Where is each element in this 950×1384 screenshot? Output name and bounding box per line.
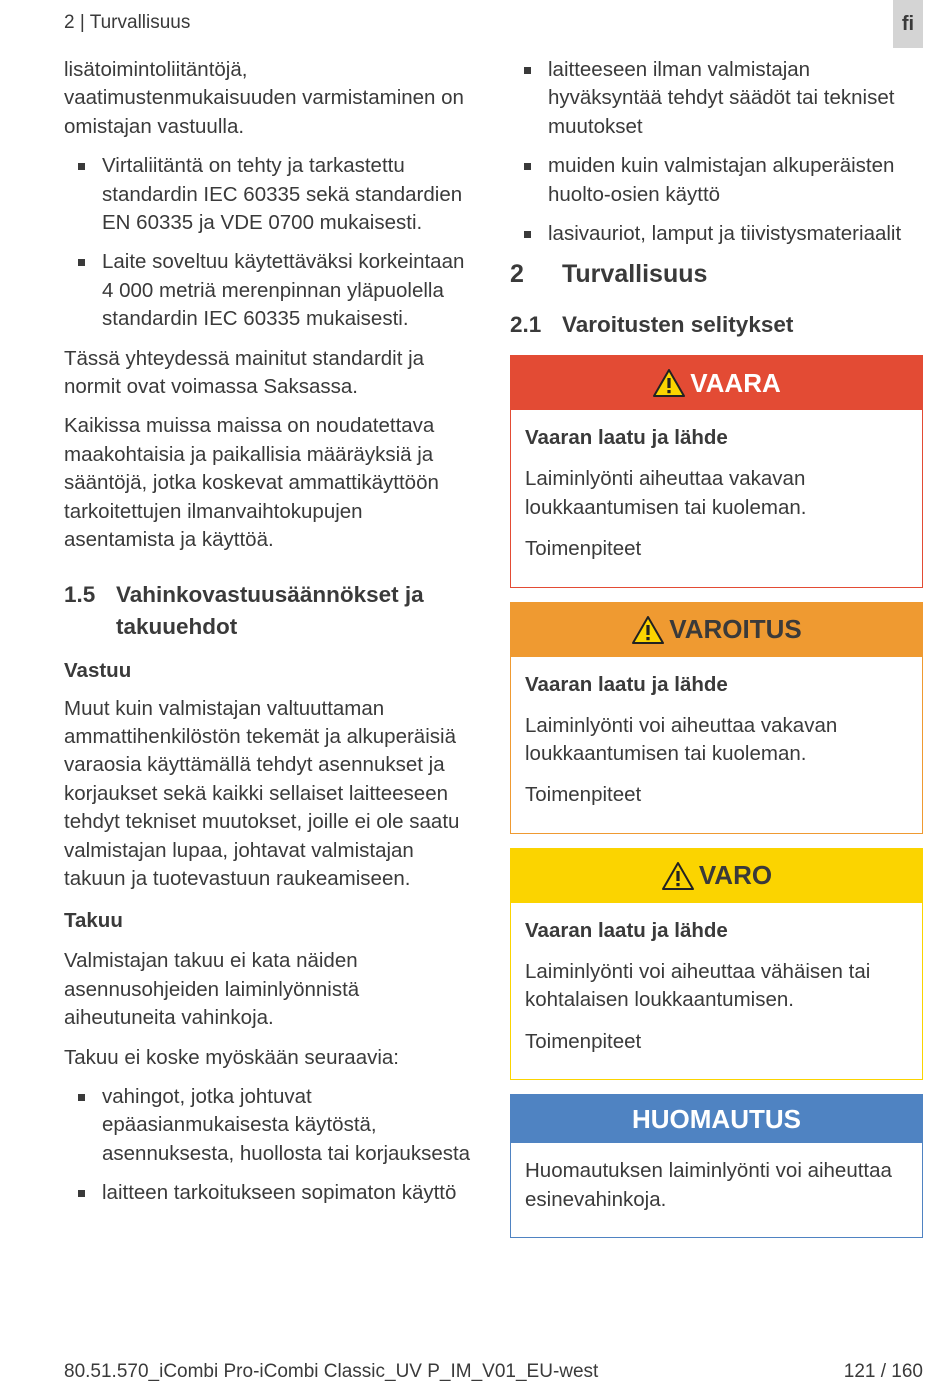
list-item: laitteen tarkoitukseen sopimaton käyttö: [64, 1179, 474, 1207]
warning-triangle-icon: [661, 861, 695, 891]
hazard-source-label: Vaaran laatu ja lähde: [525, 918, 728, 942]
list-item: muiden kuin valmistajan alkuperäisten huolto-osien käyttö: [510, 152, 923, 209]
notice-box-title: HUOMAUTUS: [632, 1103, 801, 1134]
paragraph: lisätoimintoliitäntöjä, vaatimustenmukaisuuden varmistaminen on omistajan vastuulla.: [64, 58, 464, 138]
list-item: Virtaliitäntä on tehty ja tarkastettu standardin IEC 60335 sekä standardien EN 60335 ja VDE 0700 mukaisesti.: [64, 152, 474, 237]
danger-box-header: [511, 356, 922, 410]
section-heading-1-5: [64, 579, 474, 643]
paragraph: Valmistajan takuu ei kata näiden asennusohjeiden laiminlyönnistä aiheutuneita vahinkoja.: [64, 949, 360, 1030]
language-tab: fi: [893, 0, 923, 48]
danger-box-title: VAARA: [690, 367, 781, 398]
hazard-consequence: Laiminlyönti aiheuttaa vakavan loukkaantumisen tai kuoleman.: [525, 467, 807, 519]
bullet-list: [64, 1083, 474, 1208]
warning-box-header: [511, 603, 922, 657]
warning-box: [510, 602, 923, 834]
warning-box-title: VAROITUS: [669, 614, 802, 645]
running-header: 2 | Turvallisuus: [64, 12, 191, 33]
hazard-source-label: Vaaran laatu ja lähde: [525, 672, 728, 696]
section-title: Vahinkovastuusäännökset ja takuuehdot: [116, 581, 424, 639]
warning-triangle-icon: [631, 615, 665, 645]
hazard-source-label: Vaaran laatu ja lähde: [525, 426, 728, 450]
hazard-consequence: Laiminlyönti voi aiheuttaa vähäisen tai kohtalaisen loukkaantumisen.: [525, 959, 871, 1012]
subheading-vastuu: Vastuu: [64, 658, 132, 682]
hazard-consequence: Laiminlyönti voi aiheuttaa vakavan loukkaantumisen tai kuoleman.: [525, 713, 838, 766]
footer-page-number: 121 / 160: [843, 1361, 923, 1382]
list-item: lasivauriot, lamput ja tiivistysmateriaalit: [510, 220, 923, 248]
bullet-list: [64, 152, 474, 333]
danger-box: [510, 355, 923, 587]
section-heading-2: [510, 259, 923, 289]
list-item: laitteeseen ilman valmistajan hyväksyntää tehdyt säädöt tai tekniset muutokset: [510, 56, 923, 141]
section-number: 2.1: [510, 312, 542, 338]
section-title: Turvallisuus: [562, 260, 708, 289]
paragraph: Takuu ei koske myöskään seuraavia:: [64, 1045, 400, 1069]
section-heading-2-1: [510, 309, 923, 341]
hazard-actions: Toimenpiteet: [525, 783, 642, 807]
section-number: 1.5: [64, 581, 96, 607]
footer-document-id: 80.51.570_iCombi Pro-iCombi Classic_UV P_IM_V01_EU-west: [64, 1361, 599, 1382]
right-column: [510, 56, 923, 1252]
caution-box: [510, 848, 923, 1080]
hazard-actions: Toimenpiteet: [525, 1029, 642, 1053]
notice-box: [510, 1094, 923, 1238]
caution-box-header: [511, 849, 922, 903]
hazard-actions: Toimenpiteet: [525, 537, 642, 561]
section-title: Varoitusten selitykset: [562, 312, 794, 338]
notice-box-header: [511, 1095, 922, 1143]
bullet-list: [510, 56, 923, 248]
list-item: vahingot, jotka johtuvat epäasianmukaisesta käytöstä, asennuksesta, huollosta tai korjauksesta: [64, 1083, 474, 1168]
paragraph: Tässä yhteydessä mainitut standardit ja normit ovat voimassa Saksassa.: [64, 346, 425, 399]
caution-box-title: VARO: [698, 860, 773, 891]
list-item: Laite soveltuu käytettäväksi korkeintaan 4 000 metriä merenpinnan yläpuolella standardin IEC 60335 mukaisesti.: [64, 248, 474, 333]
paragraph: Kaikissa muissa maissa on noudatettava maakohtaisia ja paikallisia määräyksiä ja sääntöjä, jotka koskevat ammattikäyttöön tarkoitettujen ilmanvaihtokupujen asentamista ja käyttöä.: [64, 414, 439, 552]
paragraph: Muut kuin valmistajan valtuuttaman ammattihenkilöstön tekemät ja alkuperäisiä varaosia käyttämällä tehdyt asennukset ja korjaukset sekä kaikki sellaiset laitteeseen tehdyt tekniset muutokset, joille ei ole saatu valmistajan lupaa, johtavat valmistajan takuun ja tuotevastuun raukeamiseen.: [64, 696, 460, 890]
notice-text: Huomautuksen laiminlyönti voi aiheuttaa esinevahinkoja.: [525, 1159, 892, 1211]
subheading-takuu: Takuu: [64, 909, 123, 933]
section-number: 2: [510, 260, 524, 289]
left-column: [64, 56, 474, 1219]
warning-triangle-icon: [652, 368, 686, 398]
